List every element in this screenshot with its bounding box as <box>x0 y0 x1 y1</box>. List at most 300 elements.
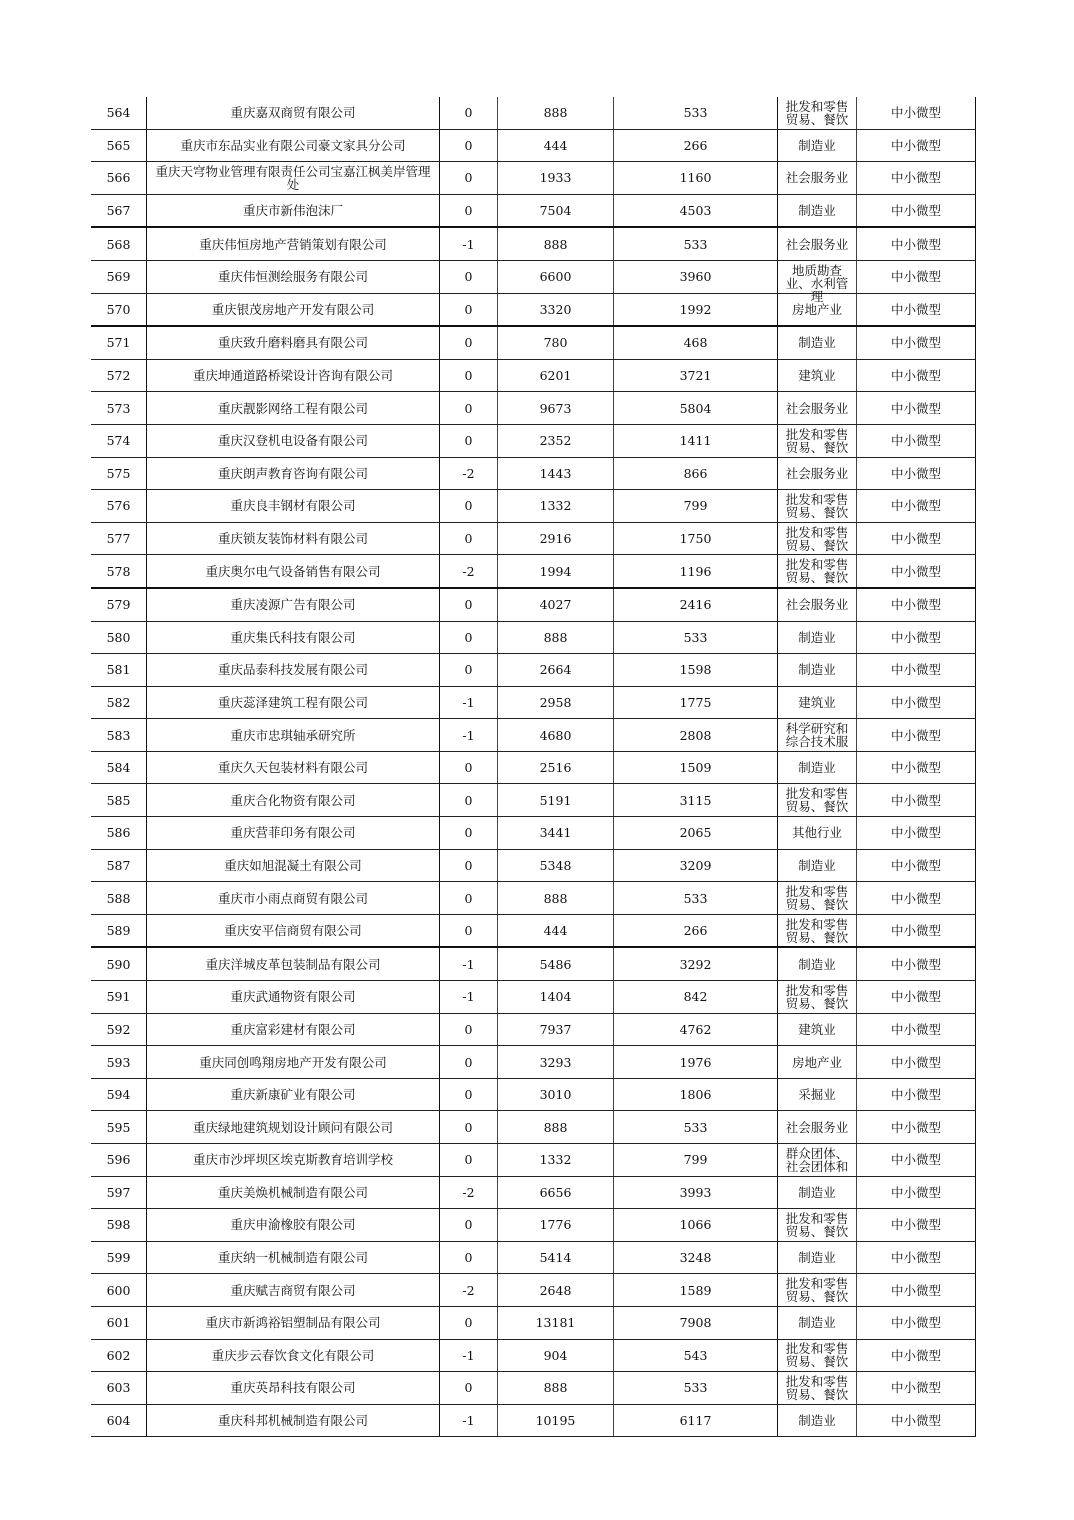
adjustment-value: 0 <box>464 1217 473 1233</box>
table-row <box>91 490 976 523</box>
company-name-cell <box>147 1013 440 1046</box>
enterprise-size: 中小微型 <box>890 498 941 514</box>
enterprise-size-cell <box>857 914 976 947</box>
enterprise-size-cell <box>857 227 976 260</box>
subsidy-value: 799 <box>683 498 708 514</box>
row-number: 585 <box>106 792 131 808</box>
adjustment-value: 0 <box>464 597 473 613</box>
subsidy-value: 1509 <box>679 760 712 776</box>
enterprise-size-cell <box>857 1372 976 1405</box>
industry-label: 批发和零售贸易、餐饮 <box>785 982 849 1011</box>
adjustment-value: 0 <box>464 170 473 186</box>
company-name-cell <box>147 1241 440 1274</box>
row-number: 582 <box>106 694 131 710</box>
enterprise-size: 中小微型 <box>890 368 941 384</box>
subsidy-value: 4503 <box>679 203 712 219</box>
subsidy-value-cell <box>614 522 778 555</box>
industry-label-cell <box>778 981 857 1014</box>
adjustment-value-cell <box>440 751 498 784</box>
industry-label-cell <box>778 947 857 980</box>
amount-value-cell <box>498 1274 614 1307</box>
adjustment-value: 0 <box>464 1250 473 1266</box>
amount-value-cell <box>498 719 614 752</box>
industry-label-cell <box>778 1078 857 1111</box>
subsidy-value-cell <box>614 914 778 947</box>
subsidy-value: 1411 <box>679 433 712 449</box>
industry-label: 制造业 <box>798 629 836 645</box>
row-number-cell <box>91 326 147 359</box>
row-number: 580 <box>106 629 131 645</box>
table-row <box>91 260 976 293</box>
row-number-cell <box>91 293 147 326</box>
industry-label-cell <box>778 1306 857 1339</box>
adjustment-value: -1 <box>462 1347 475 1363</box>
adjustment-value-cell <box>440 784 498 817</box>
amount-value-cell <box>498 162 614 195</box>
industry-label: 批发和零售贸易、餐饮 <box>785 786 849 815</box>
table-row <box>91 1078 976 1111</box>
table-row <box>91 1111 976 1144</box>
amount-value: 888 <box>543 1119 568 1135</box>
table-row <box>91 1144 976 1177</box>
amount-value-cell <box>498 1046 614 1079</box>
row-number: 589 <box>106 923 131 939</box>
amount-value-cell <box>498 686 614 719</box>
adjustment-value: 0 <box>464 825 473 841</box>
company-name-cell <box>147 1144 440 1177</box>
table-row <box>91 849 976 882</box>
adjustment-value-cell <box>440 359 498 392</box>
row-number: 595 <box>106 1119 131 1135</box>
industry-label-cell <box>778 129 857 162</box>
row-number-cell <box>91 981 147 1014</box>
row-number: 594 <box>106 1087 131 1103</box>
row-number: 576 <box>106 498 131 514</box>
row-number: 571 <box>106 335 131 351</box>
enterprise-size-cell <box>857 457 976 490</box>
industry-label: 其他行业 <box>791 825 842 841</box>
enterprise-size-cell <box>857 129 976 162</box>
industry-label-cell <box>778 522 857 555</box>
company-name-cell <box>147 424 440 457</box>
company-name-cell <box>147 981 440 1014</box>
adjustment-value: -1 <box>462 236 475 252</box>
subsidy-value-cell <box>614 817 778 850</box>
subsidy-value: 799 <box>683 1152 708 1168</box>
amount-value: 780 <box>543 335 568 351</box>
table-row <box>91 1274 976 1307</box>
adjustment-value-cell <box>440 1078 498 1111</box>
industry-label: 社会服务业 <box>785 597 849 613</box>
industry-label-cell <box>778 1404 857 1437</box>
adjustment-value-cell <box>440 162 498 195</box>
industry-label: 制造业 <box>798 760 836 776</box>
row-number-cell <box>91 751 147 784</box>
row-number-cell <box>91 588 147 621</box>
industry-label: 建筑业 <box>798 368 836 384</box>
adjustment-value-cell <box>440 882 498 915</box>
subsidy-value: 1598 <box>679 662 712 678</box>
company-name-cell <box>147 1404 440 1437</box>
company-name-cell <box>147 784 440 817</box>
amount-value: 888 <box>543 629 568 645</box>
subsidy-value: 3721 <box>679 368 712 384</box>
enterprise-size-cell <box>857 1306 976 1339</box>
row-number-cell <box>91 1372 147 1405</box>
adjustment-value: 0 <box>464 335 473 351</box>
subsidy-value-cell <box>614 686 778 719</box>
subsidy-value: 4762 <box>679 1021 712 1037</box>
amount-value-cell <box>498 359 614 392</box>
industry-label: 社会服务业 <box>785 400 849 416</box>
table-row <box>91 522 976 555</box>
enterprise-size-cell <box>857 326 976 359</box>
industry-label-cell <box>778 260 857 304</box>
subsidy-value-cell <box>614 784 778 817</box>
row-number: 597 <box>106 1184 131 1200</box>
company-name-cell <box>147 1306 440 1339</box>
company-name-cell <box>147 686 440 719</box>
company-name: 重庆同创鸣翔房地产开发有限公司 <box>199 1054 387 1070</box>
enterprise-size-cell <box>857 1144 976 1177</box>
enterprise-size-cell <box>857 260 976 293</box>
table-row <box>91 588 976 621</box>
subsidy-value: 1992 <box>679 301 712 317</box>
amount-value-cell <box>498 1144 614 1177</box>
amount-value: 10195 <box>535 1413 576 1429</box>
industry-label: 制造业 <box>798 1250 836 1266</box>
amount-value-cell <box>498 981 614 1014</box>
industry-label: 制造业 <box>798 1184 836 1200</box>
company-name: 重庆奥尔电气设备销售有限公司 <box>205 563 381 579</box>
amount-value-cell <box>498 1013 614 1046</box>
row-number: 603 <box>106 1380 131 1396</box>
enterprise-size: 中小微型 <box>890 335 941 351</box>
adjustment-value-cell <box>440 914 498 947</box>
company-name-cell <box>147 719 440 752</box>
industry-label-cell <box>778 326 857 359</box>
enterprise-size: 中小微型 <box>890 170 941 186</box>
company-name-cell <box>147 392 440 425</box>
industry-label-cell <box>778 1274 857 1307</box>
row-number-cell <box>91 1176 147 1209</box>
enterprise-size: 中小微型 <box>890 1152 941 1168</box>
subsidy-value: 6117 <box>679 1413 712 1429</box>
adjustment-value: 0 <box>464 1152 473 1168</box>
subsidy-value: 2065 <box>679 825 712 841</box>
adjustment-value: 0 <box>464 301 473 317</box>
industry-label: 制造业 <box>798 137 836 153</box>
enterprise-size-cell <box>857 947 976 980</box>
amount-value-cell <box>498 1372 614 1405</box>
amount-value: 2664 <box>539 662 572 678</box>
amount-value-cell <box>498 849 614 882</box>
table-row <box>91 1339 976 1372</box>
industry-label: 建筑业 <box>798 1021 836 1037</box>
subsidy-value-cell <box>614 1274 778 1307</box>
company-name: 重庆市新伟泡沫厂 <box>242 203 343 219</box>
row-number: 596 <box>106 1152 131 1168</box>
company-name-cell <box>147 1111 440 1144</box>
row-number: 567 <box>106 203 131 219</box>
industry-label-cell <box>778 1339 857 1372</box>
company-name: 重庆纳一机械制造有限公司 <box>217 1250 368 1266</box>
company-name: 重庆市新鸿裕铝塑制品有限公司 <box>205 1315 381 1331</box>
adjustment-value-cell <box>440 260 498 293</box>
row-number-cell <box>91 359 147 392</box>
adjustment-value: -2 <box>462 563 475 579</box>
company-name: 重庆武通物资有限公司 <box>230 989 356 1005</box>
row-number-cell <box>91 522 147 555</box>
table-row <box>91 326 976 359</box>
company-name-cell <box>147 1274 440 1307</box>
row-number-cell <box>91 686 147 719</box>
industry-label-cell <box>778 1209 857 1242</box>
table-row <box>91 719 976 752</box>
adjustment-value: 0 <box>464 498 473 514</box>
industry-label: 社会服务业 <box>785 170 849 186</box>
enterprise-size-cell <box>857 424 976 457</box>
table-row <box>91 555 976 588</box>
enterprise-size: 中小微型 <box>890 433 941 449</box>
enterprise-size-cell <box>857 621 976 654</box>
adjustment-value: 0 <box>464 1119 473 1135</box>
company-name: 重庆靓影网络工程有限公司 <box>217 400 368 416</box>
subsidy-value-cell <box>614 457 778 490</box>
adjustment-value-cell <box>440 392 498 425</box>
adjustment-value-cell <box>440 97 498 129</box>
industry-label-cell <box>778 849 857 882</box>
row-number: 577 <box>106 531 131 547</box>
subsidy-value: 533 <box>683 1119 708 1135</box>
enterprise-size: 中小微型 <box>890 1184 941 1200</box>
subsidy-value: 543 <box>683 1347 708 1363</box>
company-name: 重庆美焕机械制造有限公司 <box>217 1184 368 1200</box>
amount-value-cell <box>498 1404 614 1437</box>
table-row <box>91 654 976 687</box>
amount-value-cell <box>498 326 614 359</box>
industry-label: 制造业 <box>798 662 836 678</box>
industry-label-cell <box>778 392 857 425</box>
subsidy-value: 3292 <box>679 956 712 972</box>
subsidy-value-cell <box>614 849 778 882</box>
adjustment-value-cell <box>440 1241 498 1274</box>
amount-value-cell <box>498 1111 614 1144</box>
amount-value: 2648 <box>539 1282 572 1298</box>
subsidy-value-cell <box>614 359 778 392</box>
amount-value-cell <box>498 947 614 980</box>
industry-label: 制造业 <box>798 1413 836 1429</box>
adjustment-value-cell <box>440 1176 498 1209</box>
adjustment-value-cell <box>440 490 498 523</box>
company-name: 重庆富彩建材有限公司 <box>230 1021 356 1037</box>
amount-value-cell <box>498 227 614 260</box>
enterprise-size: 中小微型 <box>890 137 941 153</box>
row-number: 592 <box>106 1021 131 1037</box>
industry-label-cell <box>778 1013 857 1046</box>
amount-value-cell <box>498 129 614 162</box>
enterprise-size: 中小微型 <box>890 1347 941 1363</box>
row-number-cell <box>91 1078 147 1111</box>
row-number: 564 <box>106 105 131 121</box>
enterprise-size: 中小微型 <box>890 1217 941 1233</box>
table-row <box>91 293 976 326</box>
subsidy-value: 533 <box>683 1380 708 1396</box>
table-row <box>91 981 976 1014</box>
company-name: 重庆久天包装材料有限公司 <box>217 760 368 776</box>
enterprise-size: 中小微型 <box>890 105 941 121</box>
row-number: 590 <box>106 956 131 972</box>
row-number: 568 <box>106 236 131 252</box>
company-name-cell <box>147 1339 440 1372</box>
company-name-cell <box>147 129 440 162</box>
industry-label: 社会服务业 <box>785 236 849 252</box>
industry-label-cell <box>778 1372 857 1405</box>
company-name: 重庆嘉双商贸有限公司 <box>230 105 356 121</box>
amount-value-cell <box>498 1306 614 1339</box>
subsidy-value: 1160 <box>679 170 712 186</box>
subsidy-value: 266 <box>683 137 708 153</box>
table-row <box>91 1372 976 1405</box>
industry-label: 批发和零售贸易、餐饮 <box>785 491 849 520</box>
enterprise-size: 中小微型 <box>890 1087 941 1103</box>
company-name-cell <box>147 457 440 490</box>
row-number: 602 <box>106 1347 131 1363</box>
industry-label-cell <box>778 194 857 227</box>
amount-value: 6600 <box>539 269 572 285</box>
enterprise-size-cell <box>857 719 976 752</box>
subsidy-value-cell <box>614 751 778 784</box>
enterprise-size-cell <box>857 588 976 621</box>
row-number: 572 <box>106 368 131 384</box>
subsidy-value: 866 <box>683 465 708 481</box>
company-name-cell <box>147 849 440 882</box>
enterprise-size: 中小微型 <box>890 531 941 547</box>
amount-value: 888 <box>543 1380 568 1396</box>
amount-value: 1404 <box>539 989 572 1005</box>
industry-label: 制造业 <box>798 956 836 972</box>
adjustment-value: -2 <box>462 465 475 481</box>
enterprise-size: 中小微型 <box>890 890 941 906</box>
table-row <box>91 129 976 162</box>
enterprise-size: 中小微型 <box>890 923 941 939</box>
company-name-cell <box>147 522 440 555</box>
amount-value: 3320 <box>539 301 572 317</box>
row-number-cell <box>91 1111 147 1144</box>
subsidy-value-cell <box>614 719 778 752</box>
amount-value-cell <box>498 621 614 654</box>
industry-label: 社会服务业 <box>785 465 849 481</box>
adjustment-value-cell <box>440 555 498 588</box>
table-body <box>91 97 976 1437</box>
enterprise-size-cell <box>857 1241 976 1274</box>
adjustment-value: -2 <box>462 1282 475 1298</box>
amount-value-cell <box>498 260 614 293</box>
table-row <box>91 784 976 817</box>
adjustment-value-cell <box>440 1404 498 1437</box>
company-name: 重庆银茂房地产开发有限公司 <box>211 301 375 317</box>
enterprise-size: 中小微型 <box>890 1282 941 1298</box>
company-name: 重庆营菲印务有限公司 <box>230 825 356 841</box>
company-name-cell <box>147 1078 440 1111</box>
row-number: 600 <box>106 1282 131 1298</box>
row-number: 587 <box>106 857 131 873</box>
row-number-cell <box>91 424 147 457</box>
industry-label: 制造业 <box>798 335 836 351</box>
adjustment-value: 0 <box>464 400 473 416</box>
enterprise-size-cell <box>857 1339 976 1372</box>
row-number-cell <box>91 1013 147 1046</box>
subsidy-value-cell <box>614 293 778 326</box>
adjustment-value: 0 <box>464 1380 473 1396</box>
enterprise-size-cell <box>857 1013 976 1046</box>
industry-label: 制造业 <box>798 203 836 219</box>
row-number-cell <box>91 1241 147 1274</box>
enterprise-size: 中小微型 <box>890 236 941 252</box>
company-name-cell <box>147 1046 440 1079</box>
industry-label-cell <box>778 882 857 915</box>
amount-value: 1332 <box>539 498 572 514</box>
row-number-cell <box>91 719 147 752</box>
industry-label-cell <box>778 162 857 195</box>
row-number: 598 <box>106 1217 131 1233</box>
amount-value: 3293 <box>539 1054 572 1070</box>
amount-value: 1933 <box>539 170 572 186</box>
company-name: 重庆市小雨点商贸有限公司 <box>217 890 368 906</box>
row-number-cell <box>91 817 147 850</box>
amount-value: 6201 <box>539 368 572 384</box>
amount-value: 444 <box>543 923 568 939</box>
subsidy-value: 2416 <box>679 597 712 613</box>
row-number-cell <box>91 457 147 490</box>
adjustment-value: 0 <box>464 1021 473 1037</box>
row-number-cell <box>91 1404 147 1437</box>
amount-value: 888 <box>543 890 568 906</box>
adjustment-value: -1 <box>462 694 475 710</box>
amount-value-cell <box>498 882 614 915</box>
subsidy-value: 533 <box>683 236 708 252</box>
company-name: 重庆凌源广告有限公司 <box>230 597 356 613</box>
table-row <box>91 751 976 784</box>
enterprise-size-cell <box>857 654 976 687</box>
table-row <box>91 817 976 850</box>
industry-label: 批发和零售贸易、餐饮 <box>785 1341 849 1370</box>
industry-label: 群众团体、社会团体和 <box>785 1145 849 1174</box>
company-name-cell <box>147 1372 440 1405</box>
industry-label: 批发和零售贸易、餐饮 <box>785 884 849 913</box>
subsidy-value-cell <box>614 1144 778 1177</box>
industry-label: 批发和零售贸易、餐饮 <box>785 426 849 455</box>
adjustment-value: 0 <box>464 433 473 449</box>
subsidy-value: 1196 <box>679 563 712 579</box>
adjustment-value-cell <box>440 621 498 654</box>
table-row <box>91 194 976 227</box>
company-name-cell <box>147 914 440 947</box>
subsidy-value: 842 <box>683 989 708 1005</box>
company-name: 重庆新康矿业有限公司 <box>230 1087 356 1103</box>
row-number-cell <box>91 621 147 654</box>
enterprise-size-cell <box>857 817 976 850</box>
subsidy-value: 1750 <box>679 531 712 547</box>
enterprise-size-cell <box>857 392 976 425</box>
industry-label: 批发和零售贸易、餐饮 <box>785 1373 849 1402</box>
industry-label-cell <box>778 817 857 850</box>
amount-value: 1776 <box>539 1217 572 1233</box>
row-number: 566 <box>106 170 131 186</box>
row-number-cell <box>91 129 147 162</box>
adjustment-value-cell <box>440 719 498 752</box>
subsidy-value-cell <box>614 882 778 915</box>
